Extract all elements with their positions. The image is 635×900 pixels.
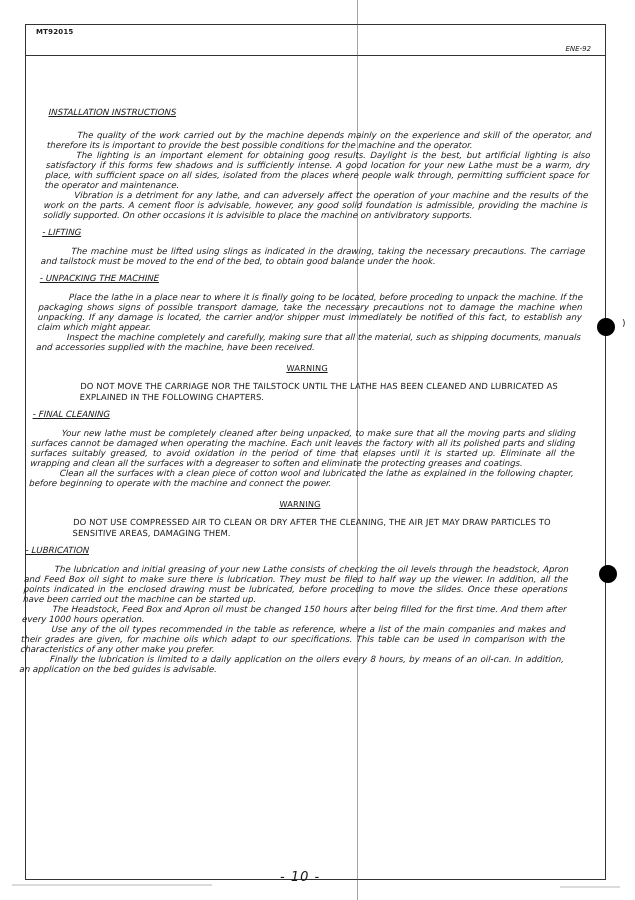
heading-unpacking: - UNPACKING THE MACHINE [39,274,160,284]
heading-lifting: - LIFTING [42,228,82,238]
lubrication-paragraph-2: The Headstock, Feed Box and Apron oil must be changed 150 hours after being filled for the first time. And them after every 1000 hours operation. [21,605,567,625]
lubrication-paragraph-3: Use any of the oil types recommended in the table as reference, where a list of the main companies and makes and their grades are given, for machine oils which adapt to our specifications. This table can be used in comparison with the characteristics of any other make you prefer. [20,625,566,655]
heading-lubrication: - LUBRICATION [25,546,90,556]
scan-noise-left [12,884,212,886]
punch-hole-bottom [599,565,617,583]
installation-paragraph-1: The quality of the work carried out by the machine depends mainly on the experience and skill of the operator, and therefore its is important to provide the best possible conditions for the machine and the operator. [46,131,592,151]
cleaning-paragraph-1: Your new lathe must be completely cleaned after being unpacked, to make sure that all the moving parts and sliding surfaces cannot be damaged when operating the machine. Each unit leaves the factory with all its polished parts and sliding surfaces suitably greased, to avoid oxidation in the period of time that elapses until it is started up. Eliminate all the wrapping and clean all the surfaces with a degreaser to soften and eliminate the protecting greases and coatings. [29,429,577,469]
punch-hole-top [597,318,615,336]
cleaning-paragraph-2: Clean all the surfaces with a clean piece of cotton wool and lubricated the lathe as explained in the following chapter, before beginning to operate with the machine and connect the power. [28,469,574,489]
cleaning-warning-title: WARNING [279,499,322,509]
heading-final-cleaning: - FINAL CLEANING [32,410,111,420]
installation-paragraph-2: The lighting is an important element for obtaining goog results. Daylight is the best, but artificial lighting is also satisfactory if this forms few shadows and is sufficiently intense. A good location for your new Lathe must be a warm, dry place, with sufficient space on all sides, isolated from the places where people walk through, permitting sufficient space for the operator and maintenance. [44,151,591,191]
unpacking-paragraph-1: Place the lathe in a place near to where it is finally going to be located, before proceding to unpack the machine. If the packaging shows signs of possible transport damage, take the necessary precautions not to damage the machine when unpacking. If any damage is located, the carrier and/or shipper must immediately be notified of this fact, to establish any claim which might appear. [37,293,584,333]
unpacking-paragraph-2: Inspect the machine completely and carefully, making sure that all the material, such as shipping documents, manuals and accessories supplied with the machine, have been received. [36,333,582,353]
document-code: MT92015 [36,28,74,36]
lifting-paragraph-1: The machine must be lifted using slings as indicated in the drawing, taking the necessary precautions. The carriage and tailstock must be moved to the end of the bed, to obtain good balance under the hook. [40,247,586,267]
unpacking-warning-text: DO NOT MOVE THE CARRIAGE NOR THE TAILSTOCK UNTIL THE LATHE HAS BEEN CLEANED AND LUBRICATED AS EXPLAINED IN THE FOLLOWING CHAPTERS. [79,381,559,402]
cleaning-warning-text: DO NOT USE COMPRESSED AIR TO CLEAN OR DRY AFTER THE CLEANING, THE AIR JET MAY DRAW PARTICLES TO SENSITIVE AREAS, DAMAGING THEM. [72,517,551,538]
document-body [19,108,593,675]
unpacking-warning-title: WARNING [286,363,329,373]
lubrication-paragraph-4: Finally the lubrication is limited to a daily application on the oilers every 8 hours, by means of an oil-can. In addition, an application on the bed guides is advisable. [19,655,565,675]
installation-paragraph-3: Vibration is a detriment for any lathe, and can adversely affect the operation of your machine and the results of the work on the parts. A cement floor is advisable, however, any good solid foundation is admissible, providing the machine is solidly supported. On other occasions it is advisible to place the machine on antivibratory supports. [42,191,589,221]
lubrication-paragraph-1: The lubrication and initial greasing of your new Lathe consists of checking the oil levels through the headstock, Apron and Feed Box oil sight to make sure there is lubrication. They must be filed to half way up the viewer. In addition, all the points indicated in the enclosed drawing must be lubricated, before proceding to move the slides. Once these operations have been carried out the machine can be started up. [22,565,569,605]
page-number: - 10 - [280,870,321,885]
scan-noise-right [560,886,620,888]
heading-installation: INSTALLATION INSTRUCTIONS [48,108,177,118]
header-rule [25,55,606,56]
document-reference: ENE-92 [565,45,591,53]
scan-mark: ) [622,319,626,329]
